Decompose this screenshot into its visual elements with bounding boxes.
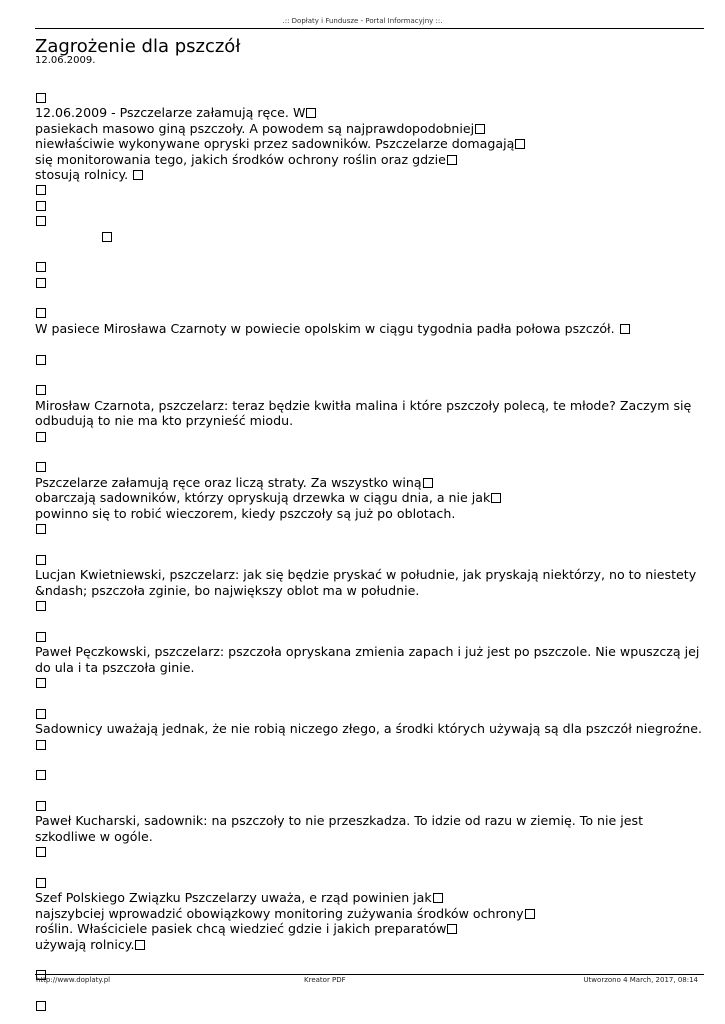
- placeholder-line: [35, 767, 704, 782]
- article-body: [35, 90, 704, 1014]
- missing-glyph-box: [36, 709, 46, 719]
- placeholder-line: [35, 259, 704, 274]
- missing-glyph-box: [515, 139, 525, 149]
- paragraph-line: powinno się to robić wieczorem, kiedy pszczoły są już po oblotach.: [35, 505, 456, 521]
- missing-glyph-box: [36, 632, 46, 642]
- paragraph: W pasiece Mirosława Czarnoty w powiecie opolskim w ciągu tygodnia padła połowa pszczół.: [35, 321, 704, 336]
- placeholder-line: [35, 352, 704, 367]
- article-title: Zagrożenie dla pszczół: [35, 36, 241, 57]
- footer-divider: [35, 974, 704, 975]
- placeholder-line: [35, 182, 704, 197]
- intro-line: pasiekach masowo giną pszczoły. A powodem są najprawdopodobniej: [35, 121, 704, 136]
- intro-line: 12.06.2009 - Pszczelarze załamują ręce. W: [35, 105, 704, 120]
- missing-glyph-box: [135, 940, 145, 950]
- missing-glyph-box: [36, 555, 46, 565]
- missing-glyph-box: [491, 493, 501, 503]
- missing-glyph-box: [36, 878, 46, 888]
- placeholder-line: [35, 521, 704, 536]
- placeholder-line: [35, 459, 704, 474]
- missing-glyph-box: [36, 740, 46, 750]
- missing-glyph-box: [133, 170, 143, 180]
- placeholder-line: [35, 552, 704, 567]
- placeholder-line: [35, 429, 704, 444]
- placeholder-line: [35, 737, 704, 752]
- placeholder-line: [35, 844, 704, 859]
- placeholder-line: [35, 305, 704, 320]
- missing-glyph-box: [36, 1001, 46, 1011]
- missing-glyph-box: [36, 308, 46, 318]
- placeholder-line: [35, 798, 704, 813]
- paragraph: Mirosław Czarnota, pszczelarz: teraz będzie kwitła malina i które pszczoły polecą, te młode? Zaczym się odbudują to nie ma kto przynieść miodu.: [35, 397, 692, 429]
- footer-url: http://www.doplaty.pl: [36, 976, 111, 984]
- placeholder-line: [35, 213, 704, 228]
- missing-glyph-box: [475, 124, 485, 134]
- placeholder-line: [35, 675, 704, 690]
- paragraph: Paweł Kucharski, sadownik: na pszczoły to nie przeszkadza. To idzie od razu w ziemię. To nie jest szkodliwe w ogóle.: [35, 813, 644, 844]
- placeholder-line: [35, 90, 704, 105]
- placeholder-line: [35, 706, 704, 721]
- missing-glyph-box: [36, 355, 46, 365]
- paragraph-line: roślin. Właściciele pasiek chcą wiedzieć gdzie i jakich preparatów: [35, 921, 704, 936]
- header-divider: [35, 28, 704, 29]
- missing-glyph-box: [306, 108, 316, 118]
- placeholder-line: [35, 998, 704, 1013]
- article-date: 12.06.2009.: [35, 55, 96, 66]
- missing-glyph-box: [36, 262, 46, 272]
- missing-glyph-box: [36, 678, 46, 688]
- missing-glyph-box: [433, 893, 443, 903]
- missing-glyph-box: [36, 847, 46, 857]
- placeholder-line: [35, 275, 704, 290]
- missing-glyph-box: [36, 201, 46, 211]
- placeholder-line: [35, 382, 704, 397]
- paragraph-line: używają rolnicy.: [35, 937, 704, 952]
- missing-glyph-box: [36, 185, 46, 195]
- missing-glyph-box: [36, 278, 46, 288]
- missing-glyph-box: [36, 462, 46, 472]
- placeholder-line: [35, 198, 704, 213]
- paragraph: Sadownicy uważają jednak, że nie robią niczego złego, a środki których używają są dla pszczół niegroźne.: [35, 721, 702, 737]
- missing-glyph-box: [447, 924, 457, 934]
- missing-glyph-box: [102, 232, 112, 242]
- missing-glyph-box: [36, 524, 46, 534]
- missing-glyph-box: [36, 93, 46, 103]
- missing-glyph-box: [620, 324, 630, 334]
- placeholder-line: [35, 629, 704, 644]
- footer-created: Utworzono 4 March, 2017, 08:14: [583, 976, 698, 984]
- paragraph-line: Szef Polskiego Związku Pszczelarzy uważa, e rząd powinien jak: [35, 890, 704, 905]
- missing-glyph-box: [447, 155, 457, 165]
- intro-line: niewłaściwie wykonywane opryski przez sadowników. Pszczelarze domagają: [35, 136, 704, 151]
- missing-glyph-box: [36, 385, 46, 395]
- missing-glyph-box: [36, 801, 46, 811]
- paragraph: Paweł Pęczkowski, pszczelarz: pszczoła opryskana zmienia zapach i już jest po pszczole. Nie wpuszczą jej do ula i ta pszczoła ginie.: [35, 644, 700, 675]
- missing-glyph-box: [36, 601, 46, 611]
- intro-line: stosują rolnicy.: [35, 167, 704, 182]
- missing-glyph-box: [36, 216, 46, 226]
- paragraph-line: Pszczelarze załamują ręce oraz liczą straty. Za wszystko winą: [35, 475, 704, 490]
- footer-generator: Kreator PDF: [304, 976, 346, 984]
- missing-glyph-box: [423, 478, 433, 488]
- missing-glyph-box: [36, 770, 46, 780]
- placeholder-line: [35, 229, 704, 244]
- placeholder-line: [35, 875, 704, 890]
- paragraph-line: najszybciej wprowadzić obowiązkowy monitoring zużywania środków ochrony: [35, 906, 704, 921]
- site-header-title: .:: Dopłaty i Fundusze - Portal Informacyjny ::.: [282, 17, 443, 25]
- missing-glyph-box: [525, 909, 535, 919]
- intro-line: się monitorowania tego, jakich środków ochrony roślin oraz gdzie: [35, 152, 704, 167]
- paragraph: Lucjan Kwietniewski, pszczelarz: jak się będzie pryskać w południe, jak pryskają niektórzy, no to niestety &ndash; pszczoła zginie, bo największy oblot ma w południe.: [35, 567, 697, 598]
- paragraph-line: obarczają sadowników, którzy opryskują drzewka w ciągu dnia, a nie jak: [35, 490, 704, 505]
- missing-glyph-box: [36, 432, 46, 442]
- placeholder-line: [35, 598, 704, 613]
